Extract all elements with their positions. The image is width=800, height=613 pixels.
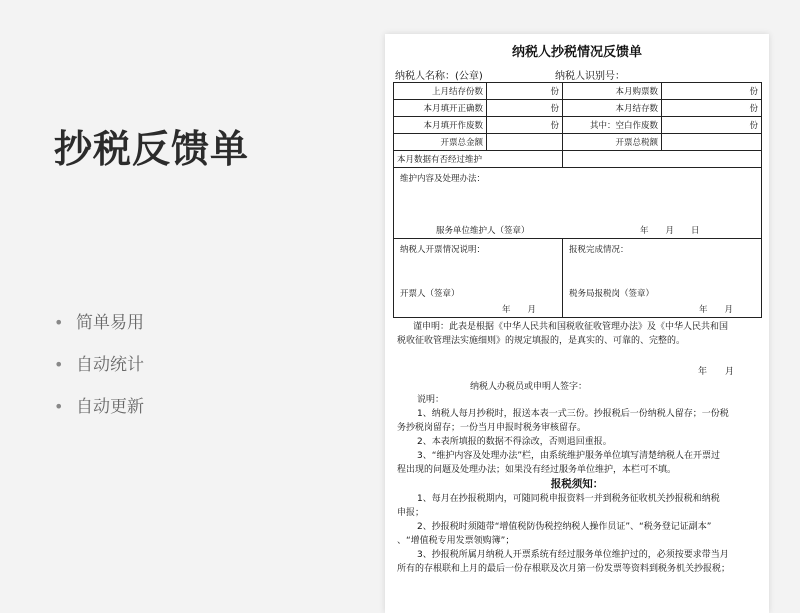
bullet-icon: • [54, 397, 64, 416]
bullet-icon: • [54, 355, 64, 374]
issuer-desc-label: 纳税人开票情况说明： [400, 245, 486, 255]
notes-heading: 说明： [417, 395, 445, 405]
form-cell-value: 份 [487, 83, 563, 100]
form-cell-label: 本月填开正确数 [394, 100, 487, 117]
issuer-desc-cell [394, 239, 563, 318]
feature-item: • 自动更新 [54, 397, 144, 417]
table-row [394, 239, 762, 318]
form-cell-label: 上月结存份数 [394, 83, 487, 100]
maintained-value [563, 151, 762, 168]
service-sign-label: 服务单位维护人（签章） [436, 226, 530, 236]
form-cell-label: 本月填开作废数 [394, 117, 487, 134]
feature-list [54, 312, 144, 438]
taxpayer-id-label: 纳税人识别号： [555, 71, 625, 82]
form-cell-value [487, 134, 563, 151]
form-cell-label: 其中：空白作废数 [563, 117, 662, 134]
table-row [394, 100, 762, 117]
issuer-sign-date: 年 月 [502, 305, 537, 315]
notice-line: 3、抄报税所属月纳税人开票系统有经过服务单位维护过的，必须按要求带当月 [417, 550, 729, 560]
document-preview [385, 34, 769, 613]
signer-label: 纳税人办税员或申明人签字： [470, 382, 588, 392]
notice-line: 2、抄报税时须随带“增值税防伪税控纳税人操作员证”、“税务登记证副本” [417, 522, 712, 532]
feedback-form-table [393, 82, 762, 318]
table-row [394, 134, 762, 151]
note-line: 3、“维护内容及处理办法”栏，由系统维护服务单位填写清楚纳税人在开票过 [417, 451, 721, 461]
note-line: 1、纳税人每月抄税时，报送本表一式三份。抄报税后一份纳税人留存；一份税 [417, 409, 729, 419]
page-title: 抄税反馈单 [54, 127, 250, 171]
document-title: 纳税人抄税情况反馈单 [511, 45, 642, 60]
notice-title: 报税须知： [550, 478, 604, 490]
form-cell-label: 本月购票数 [563, 83, 662, 100]
issuer-sign-label: 开票人（签章） [400, 289, 460, 299]
taxpayer-name-label: 纳税人名称：(公章) [395, 71, 483, 82]
declaration-line: 税收征收管理法实施细则》的规定填报的，是真实的、可靠的、完整的。 [397, 336, 686, 346]
declaration-date: 年 月 [698, 367, 735, 377]
maintain-content-label: 维护内容及处理办法： [400, 174, 486, 184]
tax-office-sign-label: 税务局报税岗（签章） [569, 289, 655, 299]
tax-office-sign-date: 年 月 [699, 305, 734, 315]
table-row [394, 168, 762, 239]
report-done-cell [563, 239, 762, 318]
declaration-line: 谨申明：此表是根据《中华人民共和国税收征收管理办法》及《中华人民共和国 [413, 322, 729, 332]
notice-line: 申报； [397, 508, 425, 518]
form-cell-label: 开票总金额 [394, 134, 487, 151]
maintained-label: 本月数据有否经过维护 [394, 151, 563, 168]
notice-line: 所有的存根联和上月的最后一份存根联及次月第一份发票等资料到税务机关抄报税； [397, 564, 731, 574]
table-row [394, 151, 762, 168]
feature-item: • 自动统计 [54, 355, 144, 375]
form-cell-value: 份 [662, 83, 762, 100]
form-cell-label: 本月结存数 [563, 100, 662, 117]
service-sign-date: 年 月 日 [640, 226, 700, 236]
form-cell-value: 份 [662, 117, 762, 134]
note-line: 程出现的问题及处理办法；如果没有经过服务单位维护，本栏可不填。 [397, 465, 677, 475]
form-cell-value [662, 134, 762, 151]
form-cell-value: 份 [487, 117, 563, 134]
form-cell-label: 开票总税额 [563, 134, 662, 151]
form-cell-value: 份 [662, 100, 762, 117]
form-cell-value: 份 [487, 100, 563, 117]
notice-line: 1、每月在抄报税期内，可随同税申报资料一并到税务征收机关抄报税和纳税 [417, 494, 720, 504]
table-row [394, 117, 762, 134]
table-row [394, 83, 762, 100]
feature-item: • 简单易用 [54, 313, 144, 333]
report-done-label: 报税完成情况： [569, 245, 629, 255]
note-line: 2、本表所填报的数据不得涂改，否则退回重报。 [417, 437, 612, 447]
note-line: 务抄税岗留存；一份当月申报时税务审核留存。 [397, 423, 587, 433]
notice-line: 、“增值税专用发票领购簿”； [397, 536, 515, 546]
bullet-icon: • [54, 313, 64, 332]
maintain-content-cell [394, 168, 762, 239]
